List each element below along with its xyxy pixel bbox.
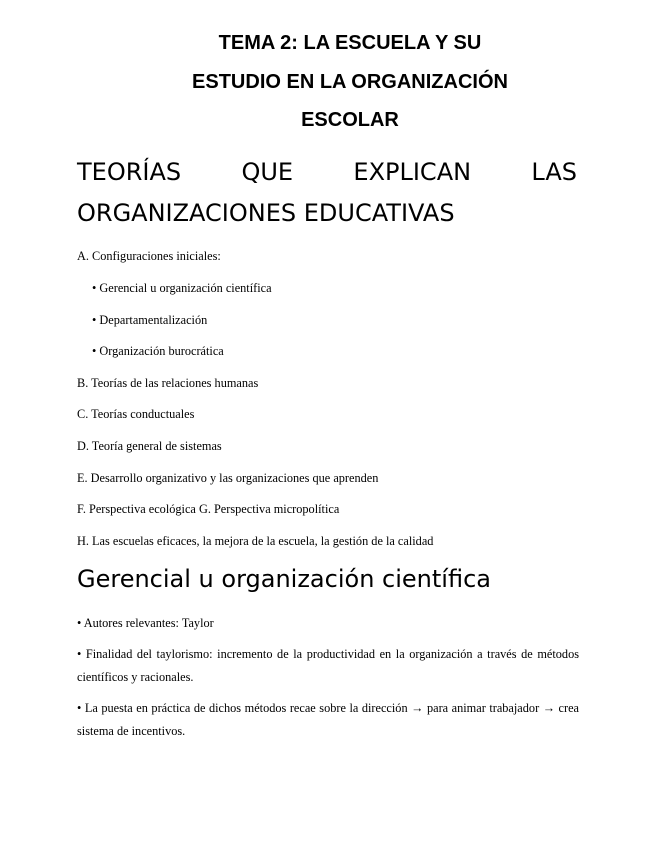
bullet-paragraph: • La puesta en práctica de dichos métodos recae sobre la dirección → para animar trabajador → crea sistema de incentivos. <box>77 701 579 738</box>
heading-word: EXPLICAN <box>353 158 472 186</box>
section-heading-theories-line-2: ORGANIZACIONES EDUCATIVAS <box>77 199 455 227</box>
heading-word: TEORÍAS <box>77 158 182 186</box>
document-title <box>150 24 550 140</box>
bullet-paragraph: • Finalidad del taylorismo: incremento de la productividad en la organización a través de métodos científicos y racionales. <box>77 647 579 684</box>
section-heading-theories-line-1 <box>77 152 577 192</box>
outline-item-h: H. Las escuelas eficaces, la mejora de la escuela, la gestión de la calidad <box>77 534 434 548</box>
title-line-3: ESCOLAR <box>301 109 399 131</box>
outline-subitem: • Organización burocrática <box>92 344 224 358</box>
outline-item-b: B. Teorías de las relaciones humanas <box>77 376 259 390</box>
section-heading-scientific-management: Gerencial u organización científica <box>77 565 491 593</box>
outline-item-e: E. Desarrollo organizativo y las organizaciones que aprenden <box>77 471 379 485</box>
title-line-1: TEMA 2: LA ESCUELA Y SU <box>218 32 482 54</box>
title-line-2: ESTUDIO EN LA ORGANIZACIÓN <box>192 70 508 93</box>
outline-item-c: C. Teorías conductuales <box>77 407 195 421</box>
outline-item-f: F. Perspectiva ecológica G. Perspectiva micropolítica <box>77 502 340 516</box>
bullet-paragraph: • Autores relevantes: Taylor <box>77 616 214 630</box>
section-body-scientific-management <box>77 612 579 751</box>
heading-word: QUE <box>241 158 294 186</box>
outline-item-a: A. Configuraciones iniciales: <box>77 249 221 263</box>
outline-subitem: • Gerencial u organización científica <box>92 281 272 295</box>
outline-subitem: • Departamentalización <box>92 313 208 327</box>
heading-word: LAS <box>531 158 577 186</box>
outline-item-d: D. Teoría general de sistemas <box>77 439 222 453</box>
